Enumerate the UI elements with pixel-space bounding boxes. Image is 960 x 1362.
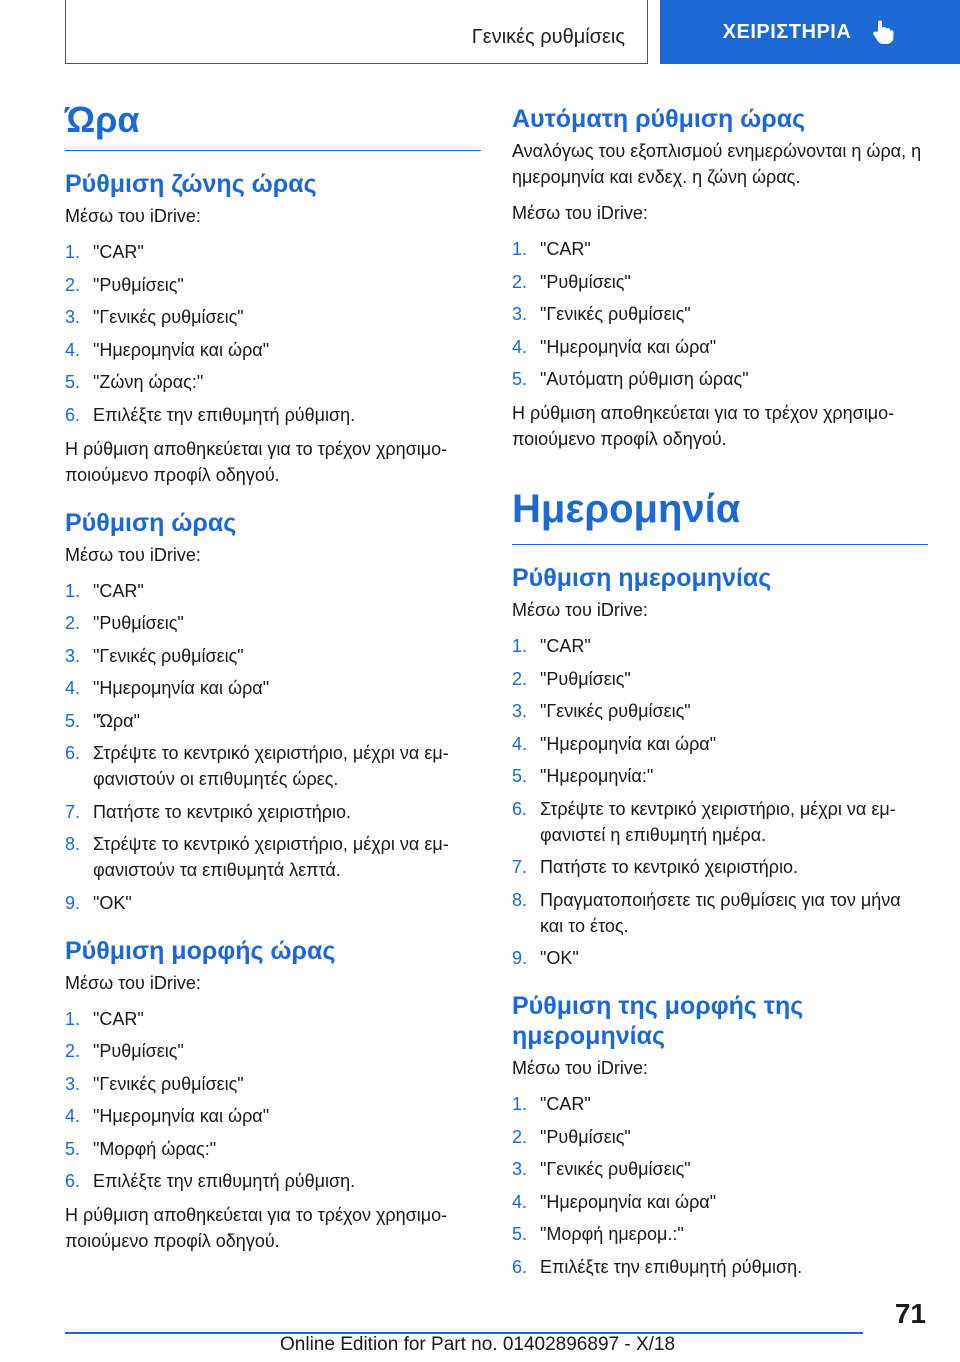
step-item bbox=[512, 945, 928, 971]
step-text: "OK" bbox=[540, 948, 579, 968]
step-text: "Ημερομηνία και ώρα" bbox=[93, 1106, 270, 1126]
step-number: 2. bbox=[512, 271, 528, 292]
step-text: Επιλέξτε την επιθυμητή ρύθμιση. bbox=[93, 1171, 356, 1191]
heading-set-time: Ρύθμιση ώρας bbox=[65, 508, 237, 537]
step-item bbox=[65, 1071, 481, 1097]
step-text: "Γενικές ρυθμίσεις" bbox=[540, 1159, 691, 1179]
step-number: 7. bbox=[65, 801, 81, 822]
step-item bbox=[512, 1189, 928, 1215]
step-item bbox=[65, 740, 481, 792]
step-number: 6. bbox=[512, 798, 528, 819]
step-item bbox=[65, 578, 481, 604]
steps-list bbox=[512, 236, 928, 392]
steps-list bbox=[512, 1091, 928, 1280]
step-number: 4. bbox=[65, 678, 81, 698]
step-number: 3. bbox=[512, 1159, 528, 1179]
step-number: 3. bbox=[65, 645, 81, 666]
step-text: "CAR" bbox=[93, 580, 144, 601]
step-item bbox=[512, 301, 928, 327]
step-number: 5. bbox=[65, 1138, 81, 1159]
step-text: "CAR" bbox=[540, 1094, 591, 1114]
step-item bbox=[512, 633, 928, 659]
section-time-zone bbox=[65, 169, 481, 488]
step-item bbox=[512, 269, 928, 295]
step-text: "CAR" bbox=[93, 242, 144, 262]
section-set-time bbox=[65, 508, 481, 916]
step-number: 5. bbox=[512, 766, 528, 786]
section-title-date: Ημερομηνία bbox=[512, 482, 928, 545]
step-text: Στρέψτε το κεντρικό χειριστήριο, μέχρι να εμφανιστεί η επιθυμητή ημέρα. bbox=[540, 798, 896, 845]
step-item bbox=[512, 1091, 928, 1117]
step-item bbox=[65, 1038, 481, 1064]
heading-date-format: Ρύθμιση της μορφής της ημερομηνίας bbox=[512, 992, 804, 1050]
section-auto-time bbox=[512, 104, 928, 452]
header-chapter-tab[interactable] bbox=[660, 0, 960, 64]
step-item bbox=[512, 1221, 928, 1247]
step-number: 1. bbox=[512, 239, 528, 259]
section-date-format bbox=[512, 991, 928, 1280]
step-item bbox=[65, 610, 481, 636]
step-number: 3. bbox=[512, 304, 528, 324]
footer-edition-text: Online Edition for Part no. 01402896897 - X/18 bbox=[280, 1334, 676, 1355]
steps-list bbox=[512, 633, 928, 971]
intro-text: Μέσω του iDrive: bbox=[512, 1058, 648, 1078]
step-text: "OK" bbox=[93, 892, 132, 913]
intro-text: Μέσω του iDrive: bbox=[512, 203, 648, 223]
step-number: 3. bbox=[65, 307, 81, 327]
step-number: 4. bbox=[65, 339, 81, 360]
description-text: Αναλόγως του εξοπλισμού ενημερώνονται η ώρα, η ημερομηνία και ενδεχ. η ζώνη ώρας. bbox=[512, 141, 922, 187]
step-item bbox=[512, 731, 928, 757]
step-item bbox=[65, 272, 481, 298]
step-item bbox=[65, 304, 481, 330]
step-item bbox=[65, 1103, 481, 1129]
heading-time-format: Ρύθμιση μορφής ώρας bbox=[65, 936, 336, 965]
step-text: "Ημερομηνία και ώρα" bbox=[540, 1191, 717, 1212]
intro-text: Μέσω του iDrive: bbox=[512, 600, 648, 620]
step-item bbox=[512, 796, 928, 848]
step-number: 5. bbox=[65, 372, 81, 392]
step-item bbox=[512, 1254, 928, 1280]
step-number: 9. bbox=[512, 948, 528, 968]
note-text: Η ρύθμιση αποθηκεύεται για το τρέχον χρησιμοποιούμενο προφίλ οδηγού. bbox=[65, 1205, 448, 1251]
step-item bbox=[512, 698, 928, 724]
step-number: 2. bbox=[512, 1126, 528, 1147]
step-number: 2. bbox=[65, 1041, 81, 1061]
step-text: Στρέψτε το κεντρικό χειριστήριο, μέχρι να εμφανιστούν τα επιθυμητά λεπτά. bbox=[93, 834, 449, 880]
step-text: "Ρυθμίσεις" bbox=[93, 1041, 184, 1061]
heading-time-zone: Ρύθμιση ζώνης ώρας bbox=[65, 170, 317, 198]
step-text: "Γενικές ρυθμίσεις" bbox=[93, 1073, 244, 1094]
step-number: 3. bbox=[512, 701, 528, 721]
step-text: "Ρυθμίσεις" bbox=[540, 271, 631, 292]
step-number: 6. bbox=[512, 1256, 528, 1277]
step-number: 8. bbox=[512, 889, 528, 910]
step-text: Πραγματοποιήσετε τις ρυθμίσεις για τον μήνα και το έτος. bbox=[540, 889, 901, 936]
step-number: 4. bbox=[512, 1191, 528, 1212]
step-text: "Ρυθμίσεις" bbox=[93, 613, 184, 633]
steps-list bbox=[65, 578, 481, 916]
step-text: "Ρυθμίσεις" bbox=[93, 274, 184, 295]
step-text: "CAR" bbox=[93, 1008, 144, 1029]
step-number: 1. bbox=[65, 1008, 81, 1029]
step-text: "Ημερομηνία και ώρα" bbox=[93, 678, 270, 698]
step-text: "Μορφή ώρας:" bbox=[93, 1138, 217, 1159]
step-number: 1. bbox=[512, 636, 528, 656]
step-text: Πατήστε το κεντρικό χειριστήριο. bbox=[93, 801, 351, 822]
steps-list bbox=[65, 239, 481, 428]
step-number: 5. bbox=[512, 369, 528, 389]
step-number: 4. bbox=[512, 733, 528, 754]
step-item bbox=[512, 334, 928, 360]
heading-auto-time: Αυτόματη ρύθμιση ώρας bbox=[512, 105, 806, 133]
step-number: 1. bbox=[65, 580, 81, 601]
step-item bbox=[512, 236, 928, 262]
step-number: 1. bbox=[65, 242, 81, 262]
note-text: Η ρύθμιση αποθηκεύεται για το τρέχον χρησιμοποιούμενο προφίλ οδηγού. bbox=[512, 403, 895, 449]
step-number: 4. bbox=[512, 336, 528, 357]
step-number: 6. bbox=[65, 743, 81, 763]
step-item bbox=[65, 1168, 481, 1194]
step-item bbox=[65, 1006, 481, 1032]
left-column bbox=[65, 98, 481, 1274]
step-item bbox=[65, 369, 481, 395]
step-number: 5. bbox=[65, 710, 81, 731]
step-text: "Γενικές ρυθμίσεις" bbox=[540, 304, 691, 324]
step-item bbox=[512, 666, 928, 692]
step-item bbox=[512, 854, 928, 880]
step-item bbox=[65, 799, 481, 825]
intro-text: Μέσω του iDrive: bbox=[65, 206, 201, 226]
step-number: 6. bbox=[65, 1171, 81, 1191]
step-item bbox=[65, 643, 481, 669]
step-item bbox=[512, 1124, 928, 1150]
step-number: 2. bbox=[65, 274, 81, 295]
step-text: "Ζώνη ώρας:" bbox=[93, 372, 204, 392]
step-item bbox=[65, 337, 481, 363]
heading-set-date: Ρύθμιση ημερομηνίας bbox=[512, 564, 772, 592]
step-text: "Ημερομηνία και ώρα" bbox=[93, 339, 270, 360]
step-text: "Ρυθμίσεις" bbox=[540, 1126, 631, 1147]
step-text: Πατήστε το κεντρικό χειριστήριο. bbox=[540, 857, 798, 877]
step-text: "CAR" bbox=[540, 636, 591, 656]
step-text: "Γενικές ρυθμίσεις" bbox=[540, 701, 691, 721]
note-text: Η ρύθμιση αποθηκεύεται για το τρέχον χρησιμοποιούμενο προφίλ οδηγού. bbox=[65, 438, 448, 485]
step-number: 6. bbox=[65, 404, 81, 425]
header-section-title: Γενικές ρυθμίσεις bbox=[471, 26, 625, 48]
section-time-format bbox=[65, 936, 481, 1255]
step-text: "Ημερομηνία:" bbox=[540, 766, 654, 786]
step-text: "Ημερομηνία και ώρα" bbox=[540, 733, 717, 754]
step-item bbox=[65, 831, 481, 883]
page-number: 71 bbox=[894, 1298, 926, 1329]
step-number: 3. bbox=[65, 1073, 81, 1094]
steps-list bbox=[65, 1006, 481, 1195]
step-number: 2. bbox=[512, 668, 528, 689]
step-text: "Ημερομηνία και ώρα" bbox=[540, 336, 717, 357]
step-item bbox=[65, 708, 481, 734]
step-text: Επιλέξτε την επιθυμητή ρύθμιση. bbox=[93, 404, 356, 425]
step-number: 1. bbox=[512, 1094, 528, 1114]
intro-text: Μέσω του iDrive: bbox=[65, 972, 201, 993]
step-item bbox=[512, 887, 928, 939]
step-item bbox=[512, 366, 928, 392]
step-text: "Γενικές ρυθμίσεις" bbox=[93, 307, 244, 327]
step-item bbox=[65, 239, 481, 265]
step-number: 4. bbox=[65, 1106, 81, 1126]
step-number: 8. bbox=[65, 834, 81, 854]
step-item bbox=[65, 402, 481, 428]
step-item bbox=[65, 675, 481, 701]
step-text: Επιλέξτε την επιθυμητή ρύθμιση. bbox=[540, 1256, 803, 1277]
step-text: "Ρυθμίσεις" bbox=[540, 668, 631, 689]
step-item bbox=[65, 890, 481, 916]
section-title-time: Ώρα bbox=[65, 98, 481, 151]
step-item bbox=[512, 1156, 928, 1182]
right-column bbox=[512, 98, 928, 1300]
step-number: 2. bbox=[65, 613, 81, 633]
section-set-date bbox=[512, 563, 928, 971]
step-number: 9. bbox=[65, 892, 81, 913]
step-text: Στρέψτε το κεντρικό χειριστήριο, μέχρι να εμφανιστούν οι επιθυμητές ώρες. bbox=[93, 743, 449, 789]
step-text: "Γενικές ρυθμίσεις" bbox=[93, 645, 244, 666]
step-text: "Ώρα" bbox=[93, 710, 140, 731]
step-text: "Αυτόματη ρύθμιση ώρας" bbox=[540, 369, 749, 389]
intro-text: Μέσω του iDrive: bbox=[65, 544, 201, 565]
step-number: 5. bbox=[512, 1224, 528, 1244]
step-text: "CAR" bbox=[540, 239, 591, 259]
step-number: 7. bbox=[512, 857, 528, 877]
hand-pointer-icon bbox=[869, 18, 897, 46]
step-item bbox=[65, 1136, 481, 1162]
step-item bbox=[512, 763, 928, 789]
header-tab-label: ΧΕΙΡΙΣΤΗΡΙΑ bbox=[722, 20, 852, 43]
step-text: "Μορφή ημερομ.:" bbox=[540, 1224, 684, 1244]
